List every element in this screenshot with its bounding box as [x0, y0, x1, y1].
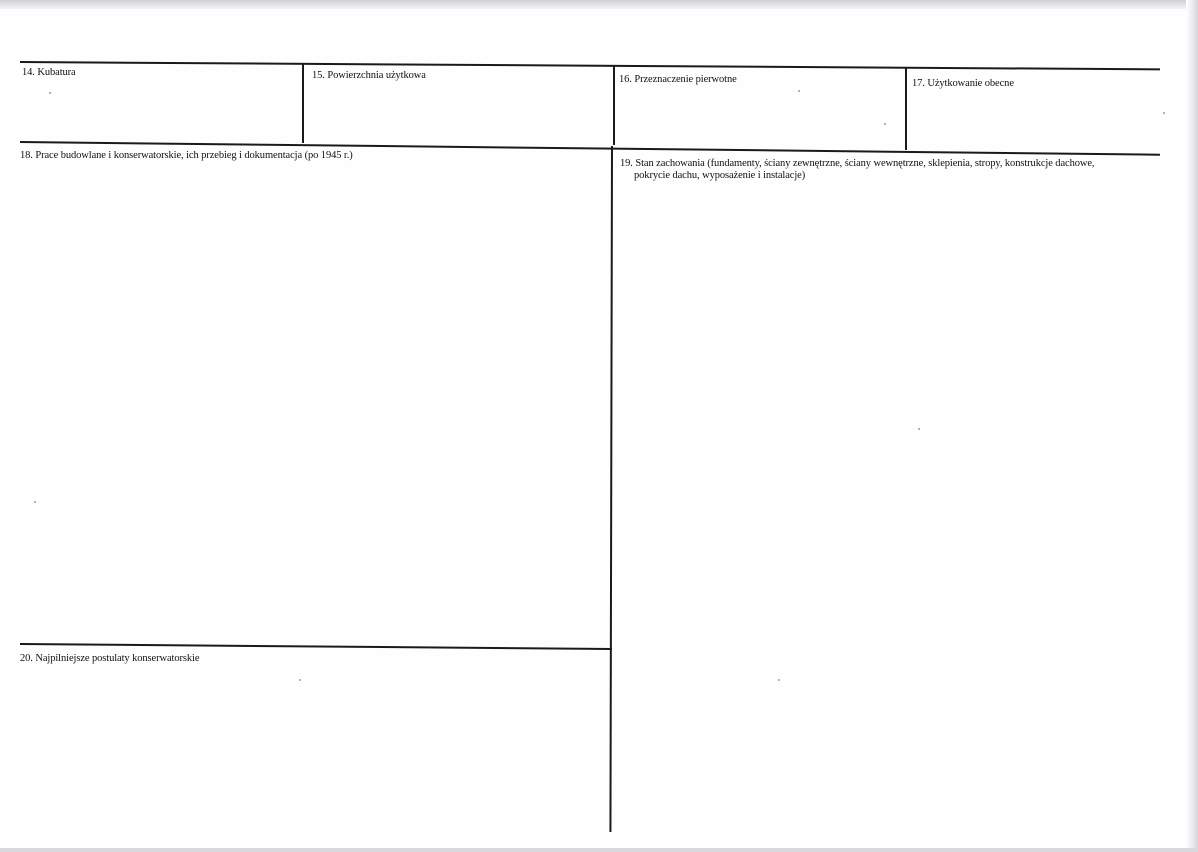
rule-top-row [20, 61, 1160, 70]
field-18-label: 18. Prace budowlane i konserwatorskie, ich przebieg i dokumentacja (po 1945 r.) [20, 150, 353, 161]
scan-speck [798, 90, 800, 92]
scan-edge-bottom [0, 848, 1198, 852]
divider-16-17 [905, 68, 907, 150]
divider-15-16 [613, 65, 615, 145]
field-14-label: 14. Kubatura [22, 67, 76, 78]
scan-speck [49, 92, 51, 94]
field-17-label: 17. Użytkowanie obecne [912, 78, 1014, 89]
field-19-input-area[interactable] [618, 188, 1156, 828]
scan-speck [1163, 112, 1165, 114]
scan-speck [778, 679, 780, 681]
field-19-label-line-1: 19. Stan zachowania (fundamenty, ściany zewnętrzne, ściany wewnętrzne, sklepienia, stropy, konstrukcje dachowe, [620, 158, 1095, 169]
divider-14-15 [302, 63, 304, 143]
rule-field-20 [20, 643, 612, 650]
field-18-input-area[interactable] [20, 166, 606, 638]
field-15-label: 15. Powierzchnia użytkowa [312, 70, 426, 81]
field-16-label: 16. Przeznaczenie pierwotne [619, 74, 737, 85]
field-20-input-area[interactable] [20, 670, 606, 830]
scan-edge-top [0, 0, 1198, 9]
scan-speck [299, 679, 301, 681]
field-17-input-area[interactable] [912, 94, 1156, 148]
scan-speck [884, 123, 886, 125]
field-16-input-area[interactable] [619, 90, 901, 142]
field-20-label: 20. Najpilniejsze postulaty konserwatorskie [20, 653, 200, 664]
field-15-input-area[interactable] [308, 86, 608, 140]
divider-center [609, 146, 613, 832]
scan-speck [918, 428, 920, 430]
field-14-input-area[interactable] [22, 82, 298, 138]
scan-edge-right [1186, 0, 1198, 852]
scan-speck [34, 501, 36, 503]
field-19-label-line-2: pokrycie dachu, wyposażenie i instalacje) [634, 170, 806, 181]
